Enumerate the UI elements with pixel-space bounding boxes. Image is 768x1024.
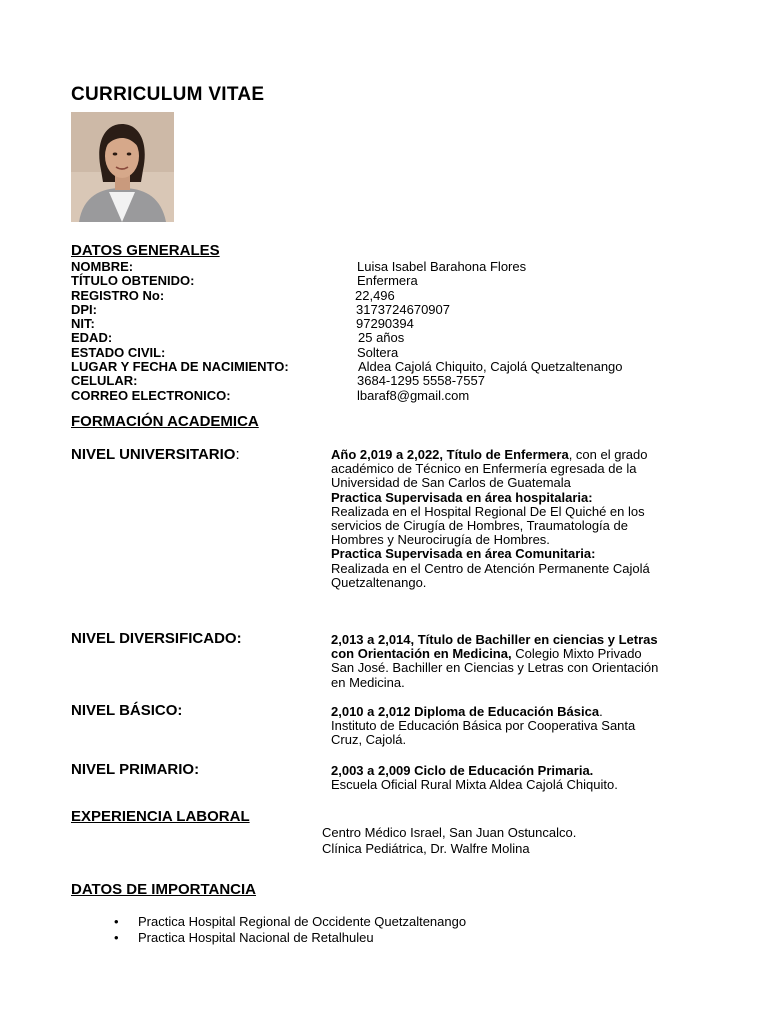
basico-title-period: . — [599, 704, 603, 719]
gen-value: Soltera — [357, 344, 399, 360]
nivel-diversificado-body — [331, 633, 666, 690]
gen-row-lugar-fecha — [71, 360, 711, 374]
nivel-universitario-body — [331, 448, 676, 590]
practica-hospitalaria-detail: Realizada en el Hospital Regional De El Quiché en los servicios de Cirugía de Hombres, Traumatología de Hombres y Neurocirugía de Hombres. — [331, 503, 645, 548]
gen-value: Aldea Cajolá Chiquito, Cajolá Quetzaltenango — [358, 359, 623, 375]
gen-row-nit — [71, 317, 711, 331]
universitario-paragraph — [331, 448, 676, 491]
importancia-list — [114, 914, 466, 945]
datos-generales-heading: DATOS GENERALES — [71, 242, 220, 259]
gen-row-correo — [71, 389, 711, 403]
list-item: • Practica Hospital Regional de Occidente Quetzaltenango — [114, 914, 466, 930]
basico-paragraph — [331, 705, 676, 719]
diversificado-detail: Colegio Mixto Privado San José. Bachiller en Ciencias y Letras con Orientación en Medicina. — [331, 646, 659, 690]
primario-detail: Escuela Oficial Rural Mixta Aldea Cajolá Chiquito. — [331, 777, 618, 793]
nivel-diversificado-label: NIVEL DIVERSIFICADO: — [71, 630, 242, 647]
portrait-photo-icon — [71, 112, 174, 222]
practica-comunitaria-detail: Realizada en el Centro de Atención Permanente Cajolá Quetzaltenango. — [331, 560, 650, 590]
practica-hospitalaria-title: Practica Supervisada en área hospitalaria: — [331, 489, 593, 505]
gen-value: 3173724670907 — [356, 301, 450, 317]
datos-generales-list — [71, 260, 711, 403]
universitario-detail: , con el grado académico de Técnico en Enfermería egresada de la Universidad de San Carlos de Guatemala — [331, 447, 648, 491]
gen-row-edad — [71, 331, 711, 345]
gen-row-nombre — [71, 260, 711, 274]
gen-row-titulo — [71, 274, 711, 288]
nivel-basico-body — [331, 705, 676, 748]
nivel-primario-body — [331, 764, 676, 792]
gen-value: 22,496 — [355, 287, 395, 303]
practica-comunitaria-title: Practica Supervisada en área Comunitaria: — [331, 546, 596, 562]
gen-label: CELULAR: — [71, 373, 138, 389]
gen-row-dpi — [71, 303, 711, 317]
gen-value: 25 años — [358, 330, 405, 346]
experiencia-heading: EXPERIENCIA LABORAL — [71, 808, 250, 825]
gen-value: Enfermera — [357, 273, 418, 289]
gen-label: EDAD: — [71, 330, 113, 346]
diversificado-paragraph — [331, 633, 666, 690]
experiencia-list — [322, 825, 576, 856]
nivel-universitario-label — [71, 446, 240, 463]
gen-label: NIT: — [71, 316, 95, 332]
primario-title: 2,003 a 2,009 Ciclo de Educación Primaria. — [331, 763, 594, 778]
list-item: • Practica Hospital Nacional de Retalhuleu — [114, 930, 466, 946]
importancia-heading: DATOS DE IMPORTANCIA — [71, 881, 257, 898]
formacion-heading: FORMACIÓN ACADEMICA — [71, 413, 259, 430]
nivel-universitario-text: NIVEL UNIVERSITARIO — [71, 446, 236, 463]
experiencia-item: Clínica Pediátrica, Dr. Walfre Molina — [322, 840, 530, 856]
profile-photo — [71, 112, 174, 222]
nivel-primario-label: NIVEL PRIMARIO: — [71, 761, 200, 778]
nivel-universitario-colon: : — [235, 446, 240, 463]
gen-value: 97290394 — [356, 316, 414, 332]
gen-label: DPI: — [71, 301, 97, 317]
basico-detail: Instituto de Educación Básica por Cooperativa Santa Cruz, Cajolá. — [331, 718, 636, 748]
basico-title: 2,010 a 2,012 Diploma de Educación Básica — [331, 704, 600, 719]
gen-label: LUGAR Y FECHA DE NACIMIENTO: — [71, 359, 289, 375]
gen-value: lbaraf8@gmail.com — [357, 387, 470, 403]
nivel-basico-label: NIVEL BÁSICO: — [71, 702, 183, 719]
gen-label: TÍTULO OBTENIDO: — [71, 273, 195, 289]
gen-label: NOMBRE: — [71, 259, 134, 274]
gen-label: REGISTRO No: — [71, 287, 165, 303]
gen-value: 3684-1295 5558-7557 — [357, 373, 485, 389]
cv-title: CURRICULUM VITAE — [71, 84, 265, 105]
gen-value: Luisa Isabel Barahona Flores — [357, 259, 527, 274]
gen-row-registro — [71, 289, 711, 303]
gen-label: ESTADO CIVIL: — [71, 344, 166, 360]
experiencia-item: Centro Médico Israel, San Juan Ostuncalco. — [322, 825, 577, 840]
gen-row-estado-civil — [71, 346, 711, 360]
gen-label: CORREO ELECTRONICO: — [71, 387, 231, 403]
diversificado-title: 2,013 a 2,014, Título de Bachiller en ciencias y Letras con Orientación en Medicina, — [331, 632, 658, 662]
universitario-title: Año 2,019 a 2,022, Título de Enfermera — [331, 447, 569, 462]
gen-row-celular — [71, 374, 711, 388]
